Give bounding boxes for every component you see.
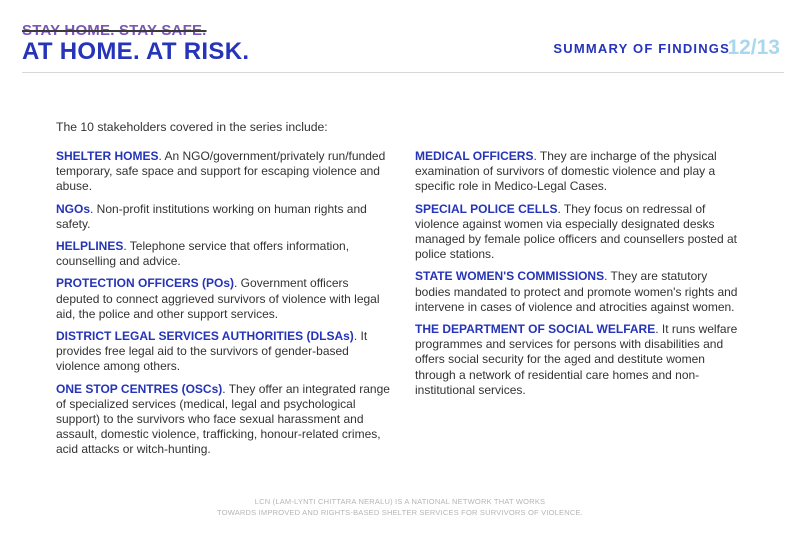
stakeholder-entry — [56, 149, 391, 195]
stakeholder-description: . Telephone service that offers information, counselling and advice. — [56, 239, 350, 269]
stakeholder-term: ONE STOP CENTRES (OSCs) — [56, 381, 223, 396]
stakeholder-entry — [415, 149, 745, 195]
stakeholder-description: . Government officers deputed to connect aggrieved survivors of violence with legal aid, the police and other support services. — [56, 276, 380, 321]
footer-note — [0, 496, 800, 518]
stakeholder-entry — [56, 382, 391, 458]
page-title: AT HOME. AT RISK. — [22, 38, 250, 65]
stakeholder-entry — [56, 239, 391, 269]
stakeholder-term: SHELTER HOMES — [56, 149, 159, 163]
stakeholder-description: . They offer an integrated range of specialized services (medical, legal and psychological support) to the survivors who face sexual harassment and assault, domestic violence, trafficking, honour-related crimes, acid attacks or witch-hunting. — [56, 381, 390, 457]
stakeholder-term: STATE WOMEN'S COMMISSIONS — [415, 269, 605, 284]
footer-line: TOWARDS IMPROVED AND RIGHTS-BASED SHELTER SERVICES FOR SURVIVORS OF VIOLENCE. — [217, 508, 583, 517]
section-label: SUMMARY OF FINDINGS — [553, 41, 730, 56]
stakeholder-term: SPECIAL POLICE CELLS — [415, 201, 558, 216]
stakeholder-entry — [415, 202, 745, 263]
header-kicker: STAY HOME. STAY SAFE. — [22, 22, 207, 39]
stakeholder-term: MEDICAL OFFICERS — [415, 149, 534, 163]
left-column — [56, 149, 391, 465]
stakeholder-description: . Non-profit institutions working on human rights and safety. — [56, 201, 367, 231]
stakeholder-description: . They are statutory bodies mandated to protect and promote women's rights and intervene in cases of violence and atrocities against women. — [415, 269, 738, 314]
header-divider — [22, 72, 784, 73]
stakeholder-description: . An NGO/government/privately run/funded temporary, safe space and support for escaping violence and abuse. — [56, 149, 386, 194]
stakeholder-term: DISTRICT LEGAL SERVICES AUTHORITIES (DLSAs) — [56, 329, 354, 344]
stakeholder-description: . It provides free legal aid to the survivors of gender-based violence among others. — [56, 329, 368, 374]
stakeholder-entry — [56, 329, 391, 375]
stakeholder-entry — [56, 276, 391, 322]
page-number: 12/13 — [727, 36, 780, 59]
stakeholder-description: . They focus on redressal of violence against women via especially designated desks managed by female police officers and counsellers posted at police stations. — [415, 201, 737, 262]
right-column — [415, 149, 745, 405]
stakeholder-term: NGOs — [56, 201, 91, 216]
stakeholder-term: THE DEPARTMENT OF SOCIAL WELFARE — [415, 322, 656, 337]
stakeholder-term: HELPLINES — [56, 239, 124, 254]
stakeholder-entry — [415, 269, 745, 315]
intro-text: The 10 stakeholders covered in the series include: — [56, 120, 328, 134]
stakeholder-entry — [56, 202, 391, 232]
stakeholder-term: PROTECTION OFFICERS (POs) — [56, 276, 235, 291]
stakeholder-description: . They are incharge of the physical examination of survivors of domestic violence and play a specific role in Medico-Legal Cases. — [415, 149, 717, 194]
stakeholder-entry — [415, 322, 745, 398]
stakeholder-description: . It runs welfare programmes and services for persons with disabilities and offers social security for the aged and destitute women through a network of residential care homes and non-institutional services. — [415, 322, 738, 397]
footer-line: LCN (LAM-LYNTI CHITTARA NERALU) IS A NATIONAL NETWORK THAT WORKS — [254, 497, 546, 506]
